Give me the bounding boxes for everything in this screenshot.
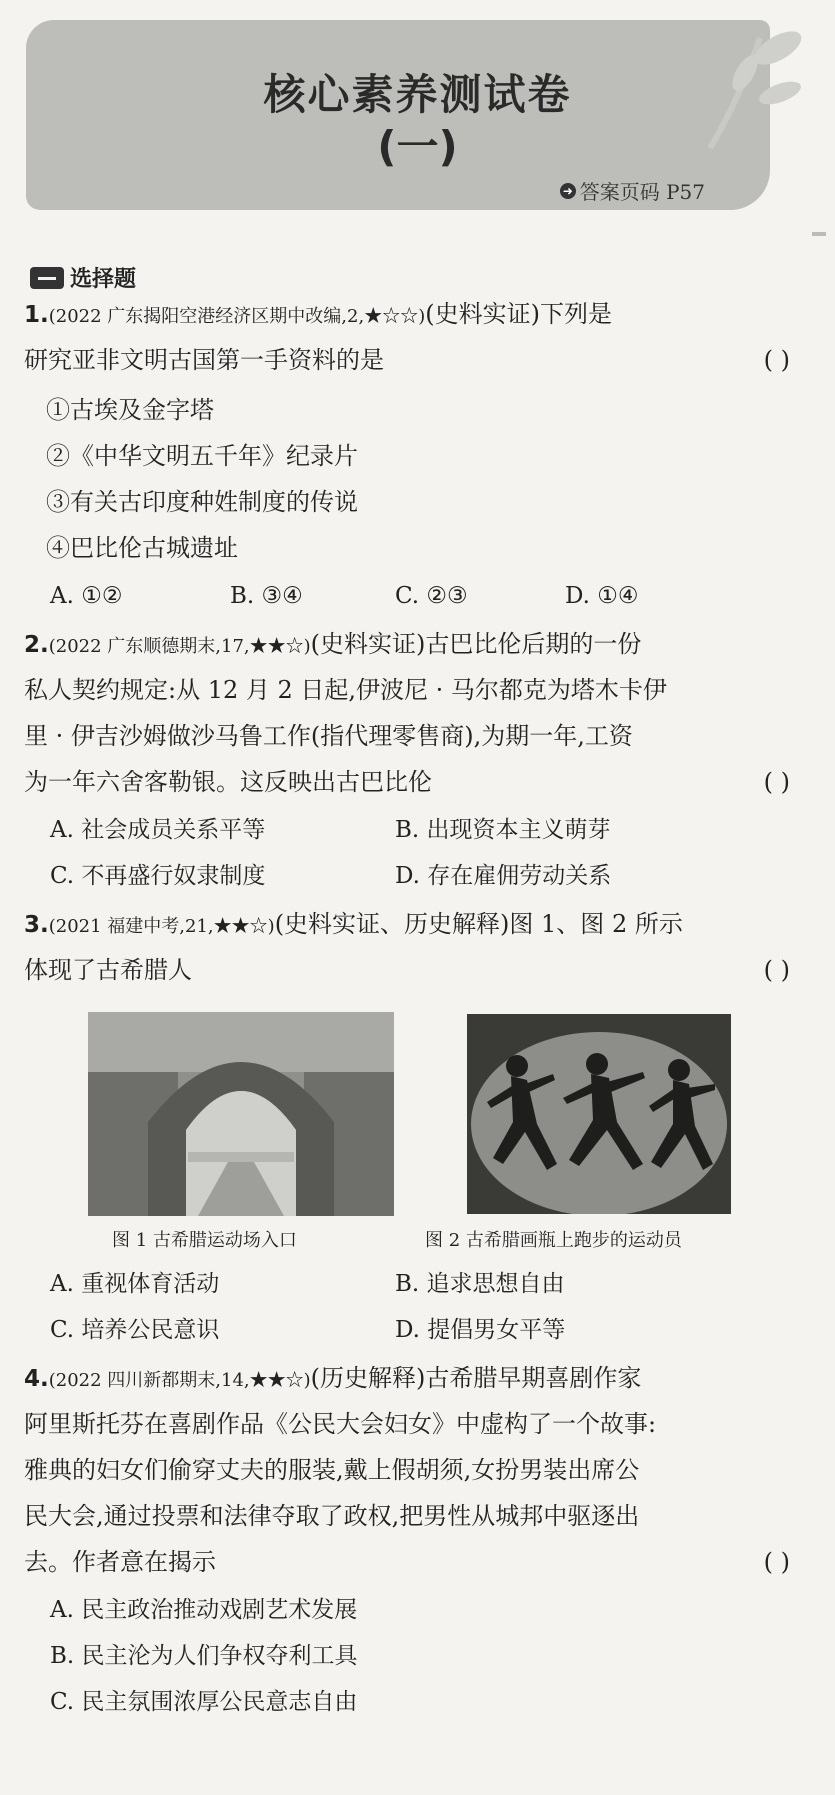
q2-option-d[interactable]: D. 存在雇佣劳动关系	[395, 863, 612, 889]
q1-option-c[interactable]: C. ②③	[395, 583, 468, 609]
q2-line3: 里 · 伊吉沙姆做沙马鲁工作(指代理零售商),为期一年,工资	[24, 722, 633, 750]
q3-option-d[interactable]: D. 提倡男女平等	[395, 1317, 566, 1343]
q1-option-b[interactable]: B. ③④	[230, 583, 303, 609]
page-title: 核心素养测试卷	[263, 70, 572, 119]
q2-meta: (2022 广东顺德期末,17,★★☆)	[48, 636, 311, 657]
q2-line2: 私人契约规定:从 12 月 2 日起,伊波尼 · 马尔都克为塔木卡伊	[24, 676, 667, 704]
q2-line1	[24, 630, 814, 661]
q2-answer-blank[interactable]: ( )	[763, 768, 790, 796]
q1-number: 1.	[24, 302, 49, 328]
section-label: 选择题	[70, 267, 137, 292]
q1-text2: 研究亚非文明古国第一手资料的是	[24, 346, 384, 374]
q2-option-a[interactable]: A. 社会成员关系平等	[50, 817, 266, 843]
q3-answer-blank[interactable]: ( )	[763, 956, 790, 984]
q1-item: ③有关古印度种姓制度的传说	[46, 488, 358, 516]
q1-text: (史料实证)下列是	[425, 300, 612, 328]
q3-line1	[24, 910, 814, 941]
q1-line2	[24, 346, 814, 374]
q4-line5	[24, 1548, 814, 1576]
q4-answer-blank[interactable]: ( )	[763, 1548, 790, 1576]
q2-number: 2.	[24, 632, 49, 658]
edge-mark	[812, 232, 826, 236]
q4-option-c[interactable]: C. 民主氛围浓厚公民意志自由	[50, 1689, 358, 1715]
answer-page-ref	[560, 176, 705, 205]
q3-option-c[interactable]: C. 培养公民意识	[50, 1317, 220, 1343]
q2-text: (史料实证)古巴比伦后期的一份	[310, 630, 642, 658]
q1-meta: (2022 广东揭阳空港经济区期中改编,2,★☆☆)	[48, 306, 426, 327]
q3-meta: (2021 福建中考,21,★★☆)	[48, 916, 275, 937]
q4-line4: 民大会,通过投票和法律夺取了政权,把男性从城邦中驱逐出	[24, 1502, 640, 1530]
q4-line2: 阿里斯托芬在喜剧作品《公民大会妇女》中虚构了一个故事:	[24, 1410, 657, 1438]
q4-text: (历史解释)古希腊早期喜剧作家	[310, 1364, 642, 1392]
q2-option-b[interactable]: B. 出现资本主义萌芽	[395, 817, 611, 843]
q3-option-b[interactable]: B. 追求思想自由	[395, 1271, 565, 1297]
arrow-right-icon: ➜	[560, 183, 576, 199]
vase-runners-painting	[467, 1014, 731, 1214]
q4-line1	[24, 1364, 814, 1395]
q3-number: 3.	[24, 912, 49, 938]
q2-text4: 为一年六舍客勒银。这反映出古巴比伦	[24, 768, 432, 796]
q4-meta: (2022 四川新都期末,14,★★☆)	[48, 1370, 311, 1391]
q3-text: (史料实证、历史解释)图 1、图 2 所示	[274, 910, 683, 938]
q4-line3: 雅典的妇女们偷穿丈夫的服装,戴上假胡须,女扮男装出席公	[24, 1456, 640, 1484]
section-header	[30, 262, 136, 293]
q3-text2: 体现了古希腊人	[24, 956, 192, 984]
page-subtitle: (一)	[377, 122, 458, 171]
q4-option-a[interactable]: A. 民主政治推动戏剧艺术发展	[50, 1597, 358, 1623]
section-number-badge	[30, 267, 64, 289]
q4-number: 4.	[24, 1366, 49, 1392]
q1-item: ②《中华文明五千年》纪录片	[46, 442, 358, 470]
figure1-caption: 图 1 古希腊运动场入口	[112, 1230, 297, 1251]
q4-option-b[interactable]: B. 民主沦为人们争权夺利工具	[50, 1643, 358, 1669]
q2-line4	[24, 768, 814, 796]
q3-line2	[24, 956, 814, 984]
q4-text5: 去。作者意在揭示	[24, 1548, 216, 1576]
q1-line1	[24, 300, 814, 331]
q3-option-a[interactable]: A. 重视体育活动	[50, 1271, 220, 1297]
stadium-entrance-photo	[88, 1012, 394, 1216]
q1-item: ④巴比伦古城遗址	[46, 534, 238, 562]
figure2-caption: 图 2 古希腊画瓶上跑步的运动员	[425, 1230, 682, 1251]
q1-answer-blank[interactable]: ( )	[763, 346, 790, 374]
answer-page-text: 答案页码 P57	[579, 180, 705, 204]
q1-option-d[interactable]: D. ①④	[565, 583, 639, 609]
q2-option-c[interactable]: C. 不再盛行奴隶制度	[50, 863, 266, 889]
q1-item: ①古埃及金字塔	[46, 396, 214, 424]
q1-option-a[interactable]: A. ①②	[50, 583, 123, 609]
